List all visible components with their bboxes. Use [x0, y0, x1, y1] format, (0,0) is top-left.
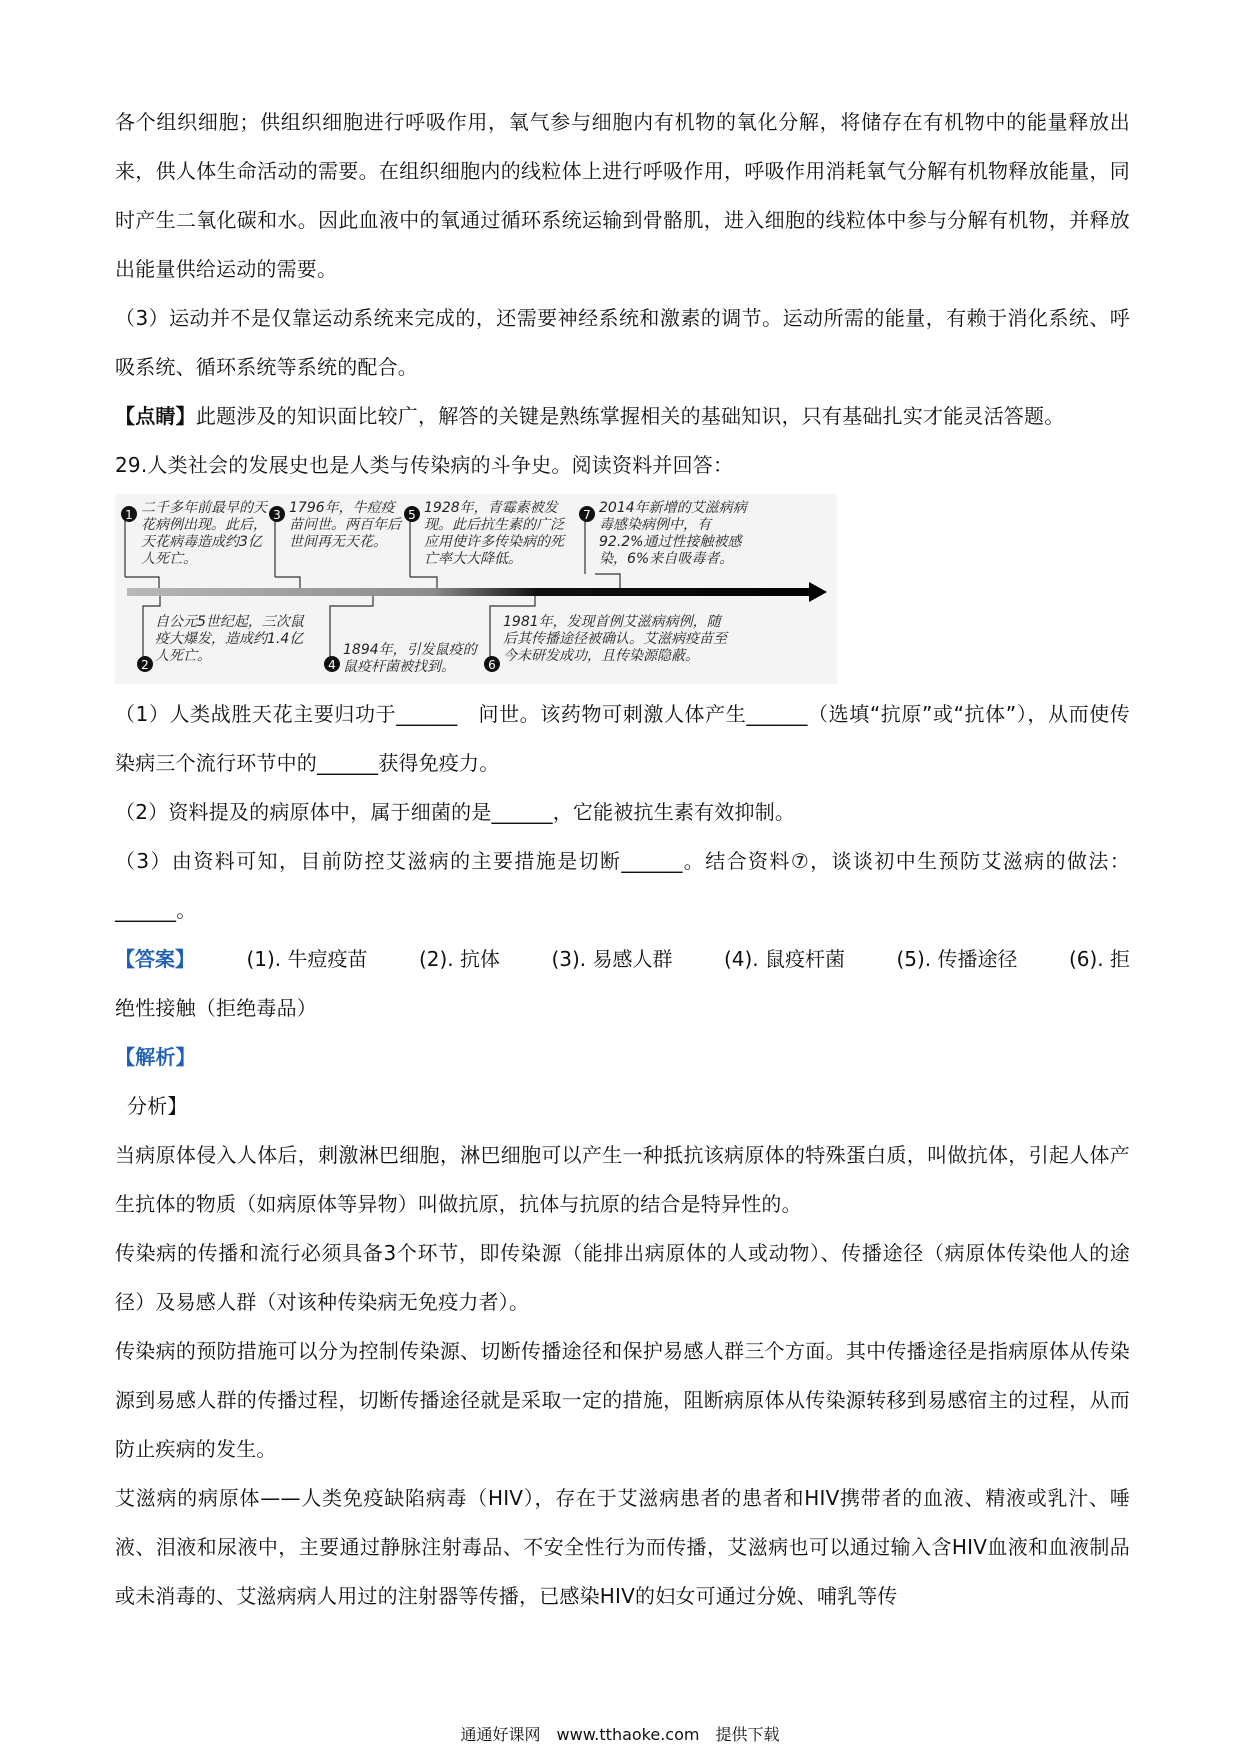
event-num-2: 2	[141, 658, 149, 672]
answer-item-3: (3). 易感人群	[551, 947, 673, 971]
event-marker-4	[324, 656, 340, 672]
answer-item-1: (1). 牛痘疫苗	[246, 947, 368, 971]
analysis-tag: 【解析】	[115, 1045, 196, 1069]
dianjing-paragraph	[115, 392, 1130, 441]
timeline-arrow-bar	[127, 588, 809, 596]
event-marker-2	[137, 656, 153, 672]
event-text-4: 1894年，引发鼠疫的鼠疫杆菌被找到。	[343, 642, 477, 675]
content	[115, 98, 1130, 1621]
answer-line	[115, 935, 1130, 984]
event-num-1: 1	[125, 508, 133, 522]
event-marker-6	[484, 656, 500, 672]
question-1: （1）人类战胜天花主要归功于______ 问世。该药物可刺激人体产生______（选填“抗原”或“抗体”），从而使传染病三个流行环节中的______获得免疫力。	[115, 702, 1130, 775]
answer-item-6: (6). 拒	[1068, 947, 1130, 971]
event-num-3: 3	[273, 508, 281, 522]
event-text-2: 自公元5世纪起，三次鼠疫大爆发，造成约1.4亿人死亡。	[155, 614, 304, 664]
event-text-3: 1796年，牛痘疫苗问世。两百年后世间再无天花。	[289, 500, 401, 550]
analysis-paragraph-2: 传染病的传播和流行必须具备3个环节，即传染源（能排出病原体的人或动物）、传播途径（病原体传染他人的途径）及易感人群（对该种传染病无免疫力者）。	[115, 1241, 1130, 1314]
timeline-figure	[115, 494, 837, 684]
event-text-6: 1981年，发现首例艾滋病病例，随后其传播途径被确认。艾滋病疫苗至今未研发成功，且传染源隐蔽。	[503, 614, 727, 664]
event-marker-3	[269, 506, 285, 522]
event-num-5: 5	[408, 508, 416, 522]
paragraph-top-1: 各个组织细胞；供组织细胞进行呼吸作用，氧气参与细胞内有机物的氧化分解，将储存在有机物中的能量释放出来，供人体生命活动的需要。在组织细胞内的线粒体上进行呼吸作用，呼吸作用消耗氧气分解有机物释放能量，同时产生二氧化碳和水。因此血液中的氧通过循环系统运输到骨骼肌，进入细胞的线粒体中参与分解有机物，并释放出能量供给运动的需要。	[115, 110, 1130, 281]
question-title: 29.人类社会的发展史也是人类与传染病的斗争史。阅读资料并回答：	[115, 453, 734, 477]
dianjing-tag: 【点睛】	[115, 404, 196, 428]
analysis-paragraph-1: 当病原体侵入人体后，刺激淋巴细胞，淋巴细胞可以产生一种抵抗该病原体的特殊蛋白质，叫做抗体，引起人体产生抗体的物质（如病原体等异物）叫做抗原，抗体与抗原的结合是特异性的。	[115, 1143, 1130, 1216]
timeline-arrow-head	[809, 582, 827, 602]
event-num-4: 4	[328, 658, 336, 672]
event-marker-7	[579, 506, 595, 522]
page-footer: 通通好课网 www.tthaoke.com 提供下载	[460, 1725, 780, 1744]
paragraph-top-2: （3）运动并不是仅靠运动系统来完成的，还需要神经系统和激素的调节。运动所需的能量，有赖于消化系统、呼吸系统、循环系统等系统的配合。	[115, 306, 1130, 379]
question-3: （3）由资料可知，目前防控艾滋病的主要措施是切断______。结合资料⑦，谈谈初中生预防艾滋病的做法：______。	[115, 849, 1130, 922]
answer-tag: 【答案】	[115, 947, 195, 971]
analysis-subtag: 分析】	[127, 1094, 188, 1118]
event-marker-1	[121, 506, 137, 522]
analysis-paragraph-3: 传染病的预防措施可以分为控制传染源、切断传播途径和保护易感人群三个方面。其中传播途径是指病原体从传染源到易感人群的传播过程，切断传播途径就是采取一定的措施，阻断病原体从传染源转移到易感宿主的过程，从而防止疾病的发生。	[115, 1339, 1130, 1461]
analysis-paragraph-4: 艾滋病的病原体——人类免疫缺陷病毒（HIV），存在于艾滋病患者的患者和HIV携带者的血液、精液或乳汁、唾液、泪液和尿液中，主要通过静脉注射毒品、不安全性行为而传播，艾滋病也可以通过输入含HIV血液和血液制品或未消毒的、艾滋病病人用过的注射器等传播，已感染HIV的妇女可通过分娩、哺乳等传	[115, 1486, 1130, 1608]
event-text-5: 1928年，青霉素被发现。此后抗生素的广泛应用使许多传染病的死亡率大大降低。	[424, 500, 564, 567]
answer-continuation: 绝性接触（拒绝毒品）	[115, 996, 317, 1020]
event-text-7: 2014年新增的艾滋病病毒感染病例中，有92.2%通过性接触被感染，6%来自吸毒者。	[599, 500, 747, 567]
event-num-6: 6	[488, 658, 496, 672]
answer-item-2: (2). 抗体	[418, 947, 500, 971]
answer-item-4: (4). 鼠疫杆菌	[723, 947, 845, 971]
question-2: （2）资料提及的病原体中，属于细菌的是______，它能被抗生素有效抑制。	[115, 800, 796, 824]
dianjing-text: 此题涉及的知识面比较广，解答的关键是熟练掌握相关的基础知识，只有基础扎实才能灵活答题。	[195, 404, 1065, 428]
answer-item-5: (5). 传播途径	[896, 947, 1018, 971]
event-num-7: 7	[583, 508, 591, 522]
event-text-1: 二千多年前最早的天花病例出现。此后，天花病毒造成约3亿人死亡。	[141, 500, 267, 567]
